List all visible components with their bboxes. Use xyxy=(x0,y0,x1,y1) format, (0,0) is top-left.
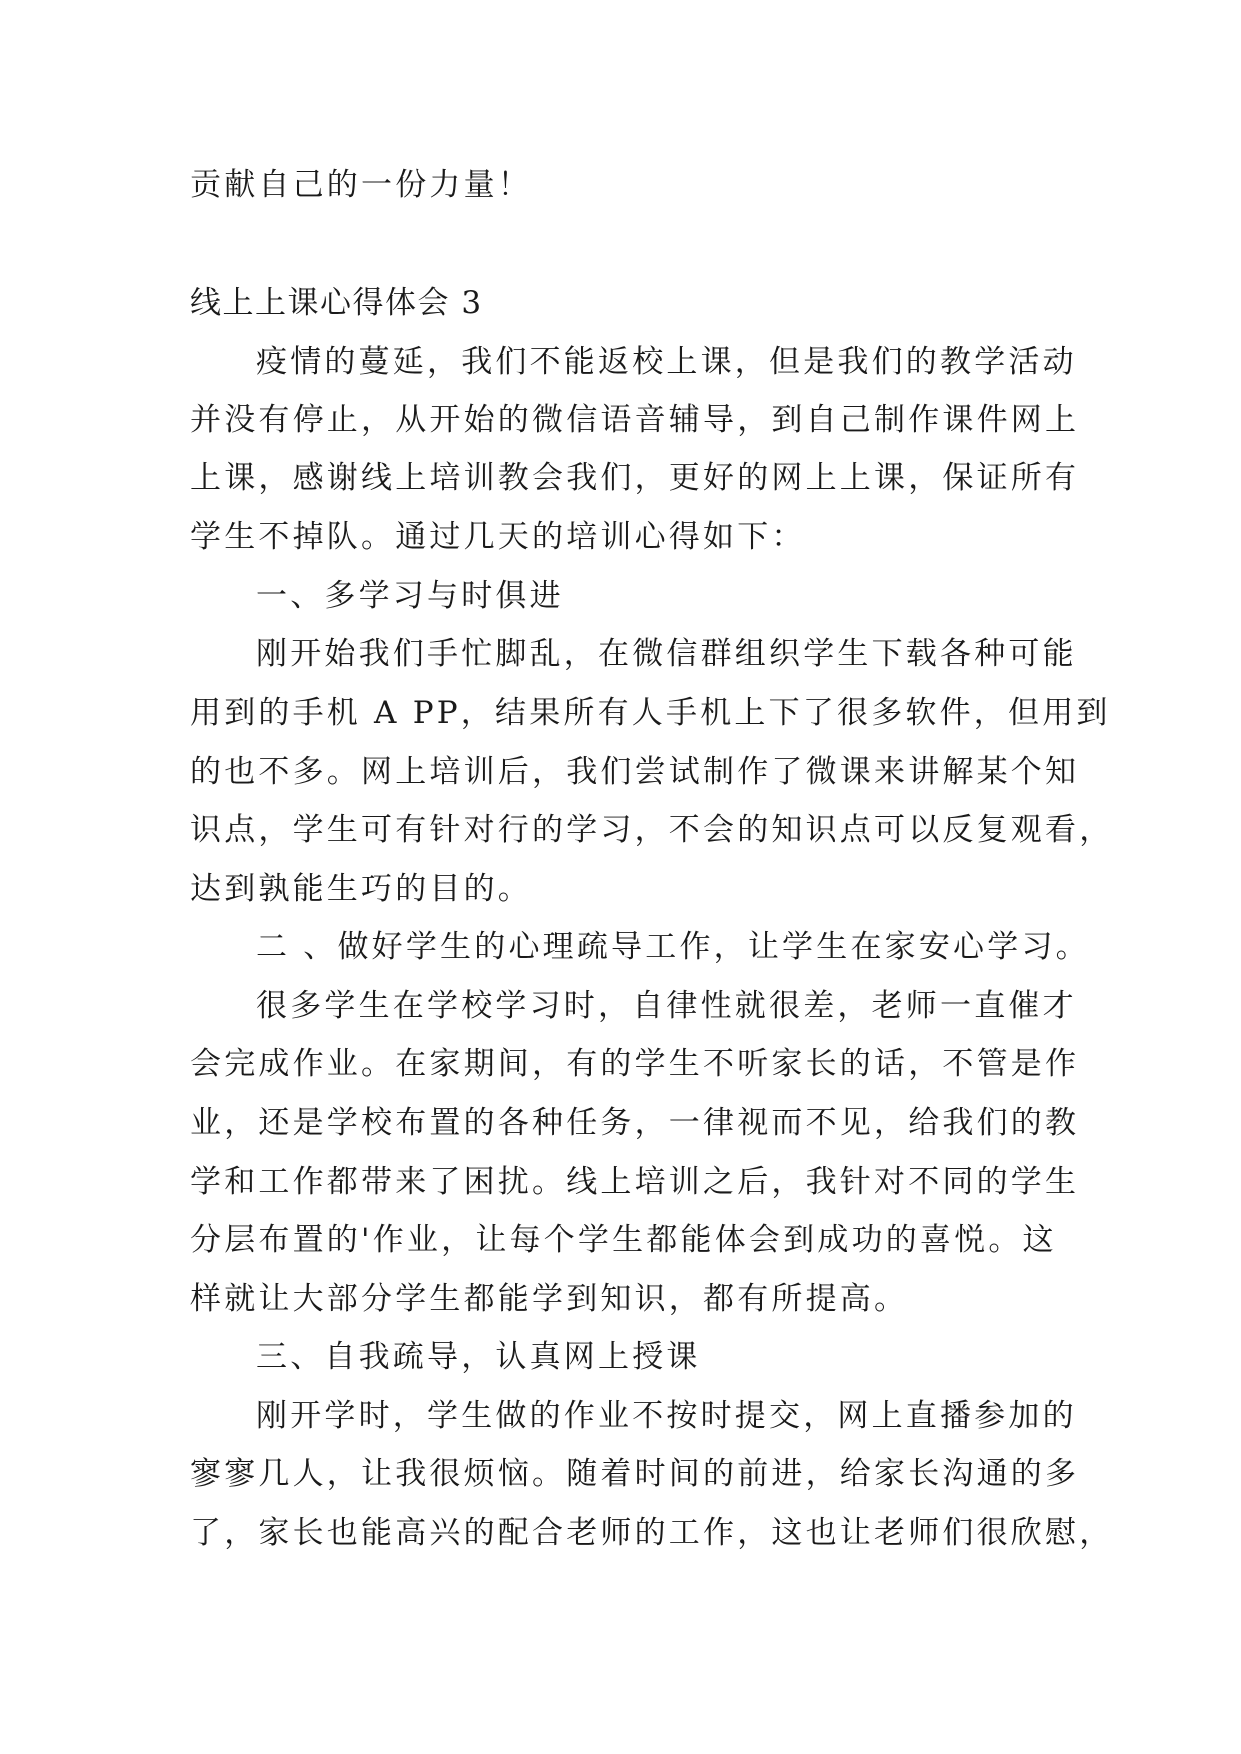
text-line: 分层布置的'作业，让每个学生都能体会到成功的喜悦。这 xyxy=(190,1222,1057,1258)
text-line: 达到孰能生巧的目的。 xyxy=(190,871,532,907)
text-line: 学生不掉队。通过几天的培训心得如下： xyxy=(190,519,806,555)
subheading: 三、自我疏导，认真网上授课 xyxy=(256,1339,701,1375)
text-line: 样就让大部分学生都能学到知识，都有所提高。 xyxy=(190,1281,909,1317)
section-title: 线上上课心得体会 3 xyxy=(190,285,483,321)
text-line: 会完成作业。在家期间，有的学生不听家长的话，不管是作 xyxy=(190,1046,1080,1082)
text-line: 学和工作都带来了困扰。线上培训之后，我针对不同的学生 xyxy=(190,1164,1080,1200)
text-line: 寥寥几人，让我很烦恼。随着时间的前进，给家长沟通的多 xyxy=(190,1456,1080,1492)
text-line: 上课，感谢线上培训教会我们，更好的网上上课，保证所有 xyxy=(190,460,1080,496)
text-line: 刚开始我们手忙脚乱，在微信群组织学生下载各种可能 xyxy=(256,636,1077,672)
text-line: 并没有停止，从开始的微信语音辅导，到自己制作课件网上 xyxy=(190,402,1080,438)
text-line: 的也不多。网上培训后，我们尝试制作了微课来讲解某个知 xyxy=(190,754,1080,790)
text-line: 贡献自己的一份力量！ xyxy=(190,167,532,203)
text-line: 很多学生在学校学习时，自律性就很差，老师一直催才 xyxy=(256,988,1077,1024)
text-line: 用到的手机 A PP，结果所有人手机上下了很多软件，但用到 xyxy=(190,695,1111,731)
subheading: 一、多学习与时俱进 xyxy=(256,578,564,614)
subheading: 二 、做好学生的心理疏导工作，让学生在家安心学习。 xyxy=(256,929,1090,965)
text-line: 了，家长也能高兴的配合老师的工作，这也让老师们很欣慰， xyxy=(190,1515,1114,1551)
text-line: 业，还是学校布置的各种任务，一律视而不见，给我们的教 xyxy=(190,1105,1080,1141)
text-line: 识点，学生可有针对行的学习，不会的知识点可以反复观看， xyxy=(190,812,1114,848)
text-line: 疫情的蔓延，我们不能返校上课，但是我们的教学活动 xyxy=(256,344,1077,380)
text-line: 刚开学时，学生做的作业不按时提交，网上直播参加的 xyxy=(256,1398,1077,1434)
